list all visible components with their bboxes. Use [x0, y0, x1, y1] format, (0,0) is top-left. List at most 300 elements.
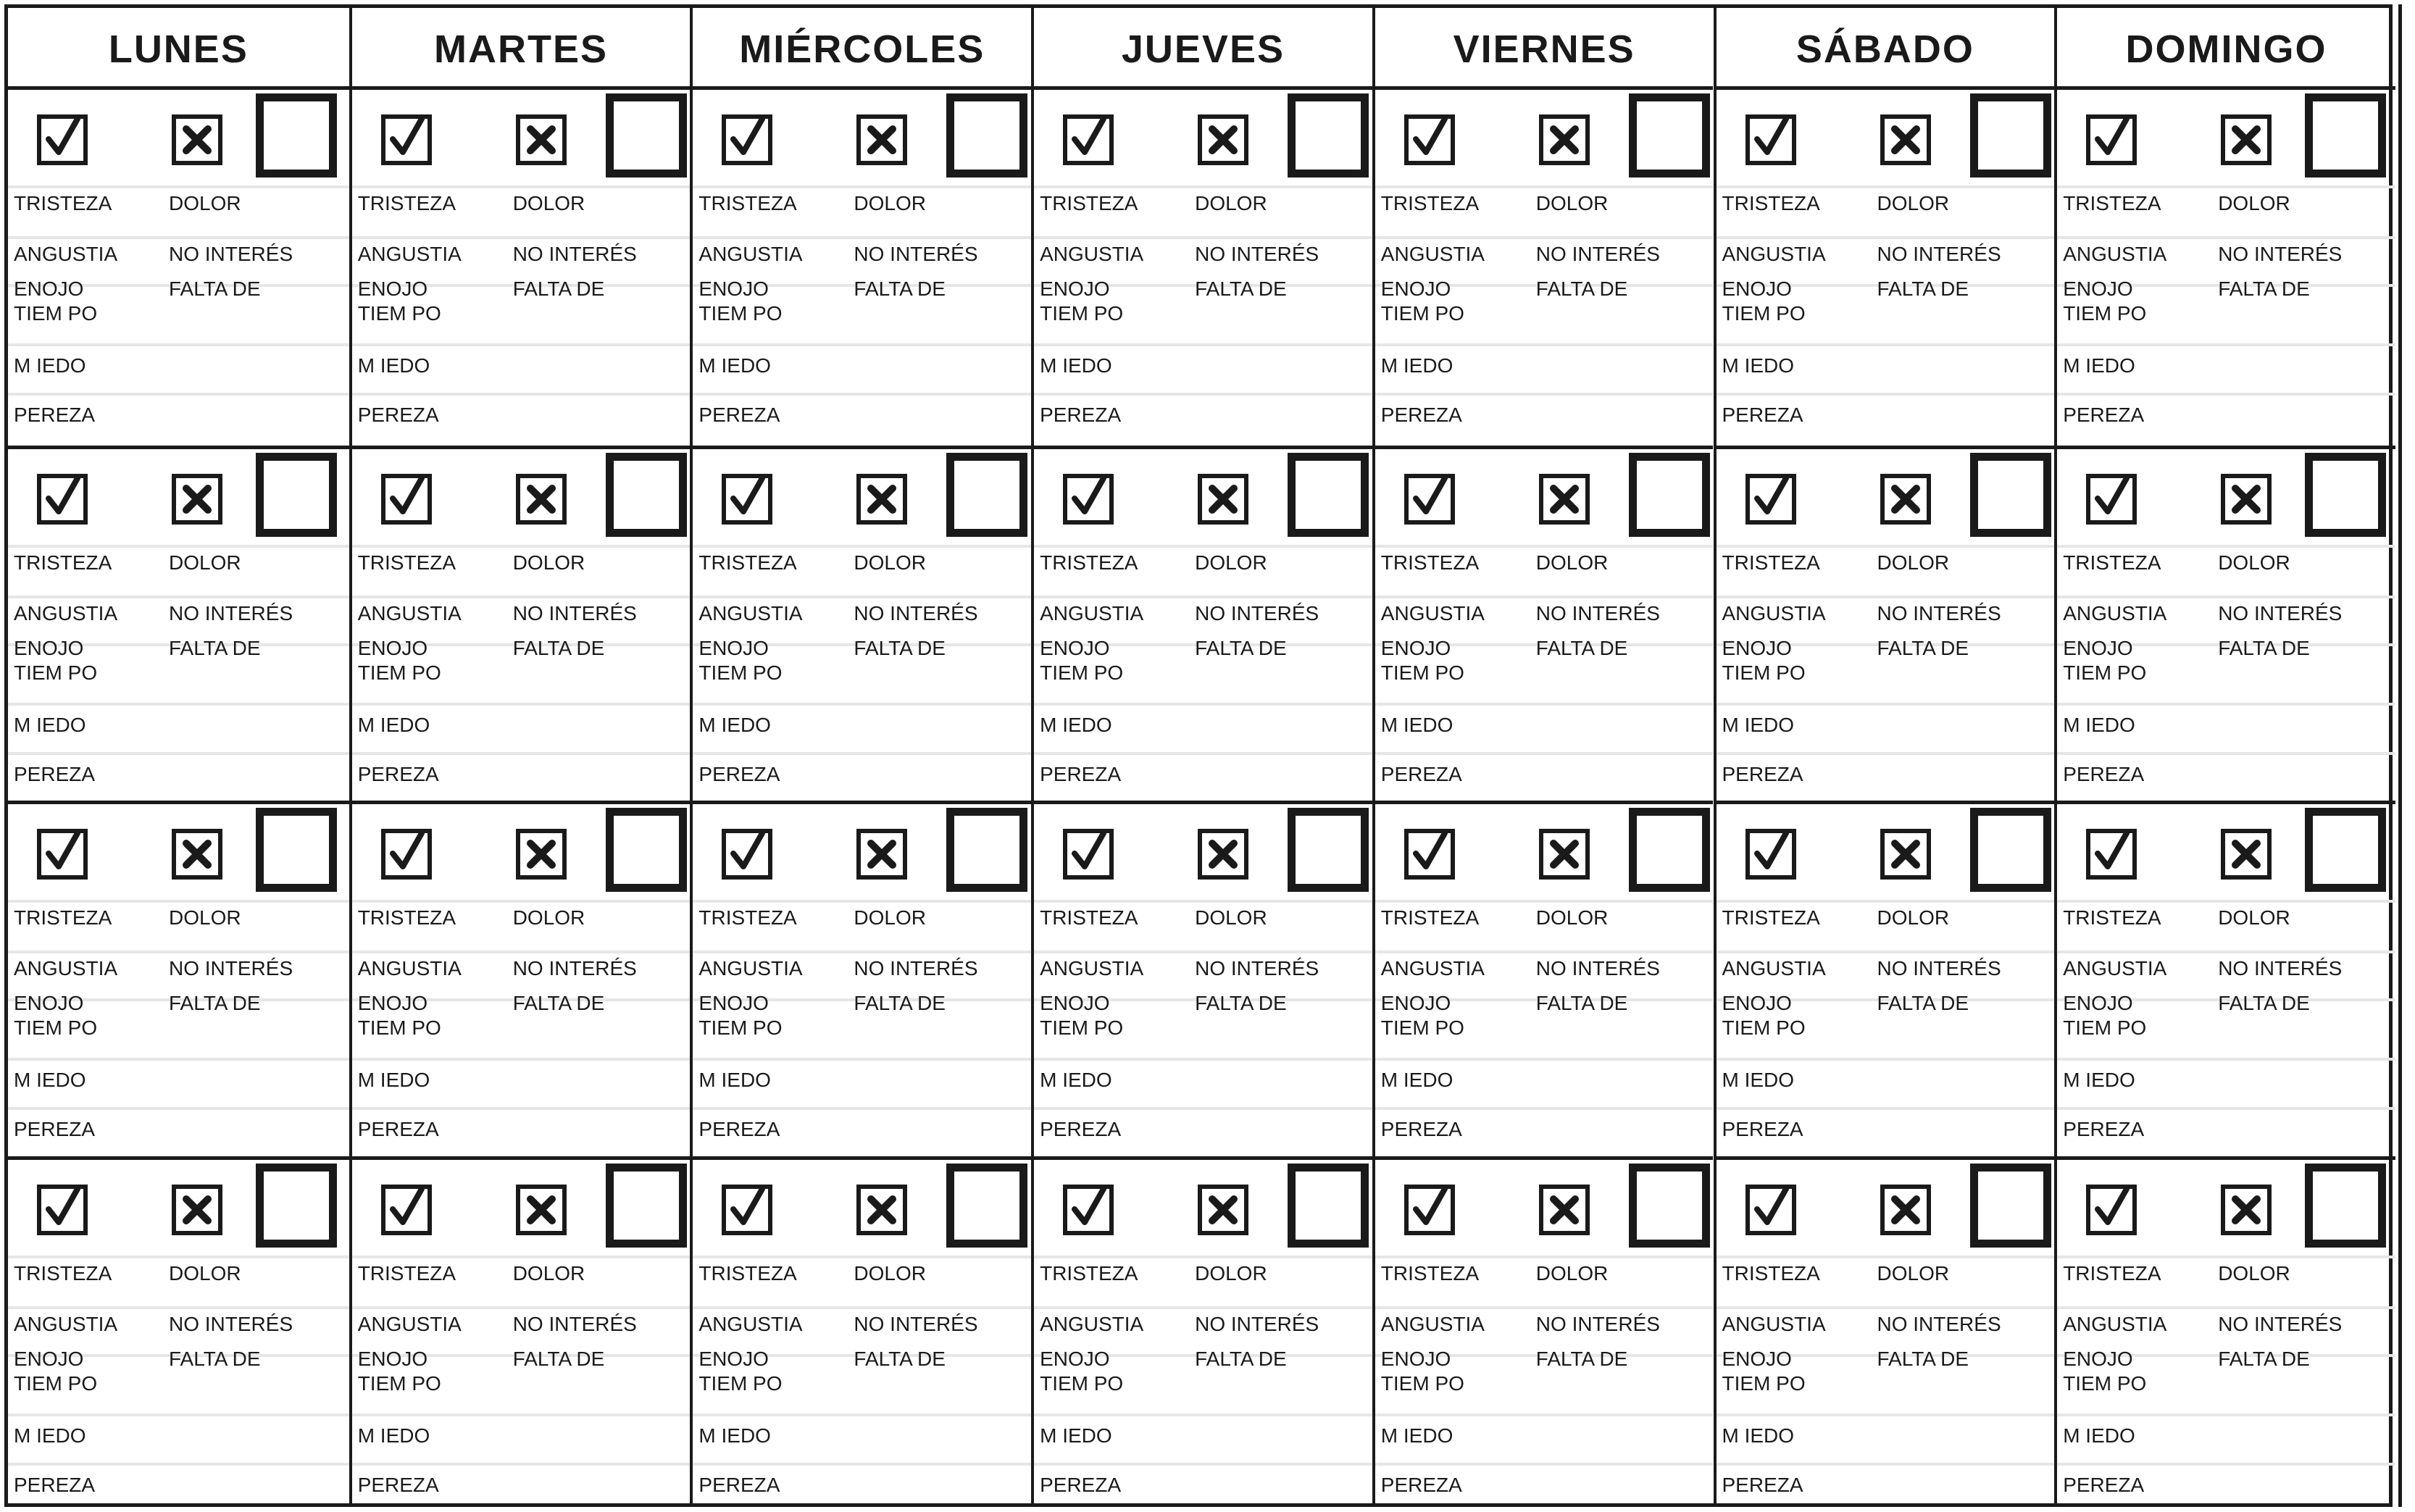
row-rule: [8, 1306, 349, 1309]
label-tristeza: TRISTEZA: [14, 906, 112, 929]
entry-block: [352, 801, 691, 1156]
row-rule: [8, 951, 349, 953]
label-miedo: M IEDO: [1380, 1069, 1453, 1091]
label-no-interes: NO INTERÉS: [512, 243, 637, 265]
entry-block: [2057, 446, 2395, 801]
label-tristeza: TRISTEZA: [1040, 1261, 1138, 1285]
checked-box-icon[interactable]: [37, 1185, 88, 1235]
crossed-box-icon[interactable]: [1880, 474, 1931, 525]
label-no-interes: NO INTERÉS: [854, 1312, 978, 1335]
label-dolor: DOLOR: [512, 192, 585, 214]
label-angustia: ANGUSTIA: [698, 601, 803, 625]
row-rule: [1717, 900, 2055, 903]
row-rule: [8, 703, 349, 706]
label-tiempo: TIEM PO: [698, 1016, 783, 1039]
label-enojo: ENOJO: [698, 636, 769, 659]
label-no-interes: NO INTERÉS: [1195, 1312, 1319, 1335]
row-rule: [693, 1058, 1031, 1061]
label-tristeza: TRISTEZA: [698, 192, 797, 214]
label-dolor: DOLOR: [512, 551, 585, 574]
label-falta-de: FALTA DE: [1195, 636, 1287, 659]
crossed-box-icon[interactable]: [1198, 1185, 1248, 1235]
label-pereza: PEREZA: [2063, 762, 2145, 785]
label-falta-de: FALTA DE: [1535, 277, 1628, 300]
label-dolor: DOLOR: [854, 551, 926, 574]
entry-block: [352, 90, 691, 446]
row-rule: [1717, 343, 2055, 346]
label-pereza: PEREZA: [2063, 404, 2145, 426]
empty-box-icon[interactable]: [2305, 1164, 2386, 1248]
empty-box-icon[interactable]: [1970, 453, 2051, 537]
label-tristeza: TRISTEZA: [14, 1261, 112, 1285]
empty-box-icon[interactable]: [1288, 93, 1369, 177]
row-rule: [1717, 1463, 2055, 1466]
label-enojo: ENOJO: [1040, 636, 1110, 659]
checked-box-icon[interactable]: [2086, 474, 2137, 525]
crossed-box-icon[interactable]: [172, 1185, 222, 1235]
label-dolor: DOLOR: [169, 192, 241, 214]
label-tiempo: TIEM PO: [1380, 1371, 1464, 1395]
label-pereza: PEREZA: [1722, 1118, 1803, 1140]
empty-box-icon[interactable]: [2305, 808, 2386, 892]
entry-block: [8, 90, 349, 446]
day-column-4: [1372, 8, 1714, 1503]
label-tiempo: TIEM PO: [1040, 1016, 1124, 1039]
crossed-box-icon[interactable]: [516, 114, 567, 165]
checked-box-icon[interactable]: [1063, 474, 1114, 525]
label-pereza: PEREZA: [14, 1118, 96, 1140]
label-falta-de: FALTA DE: [1535, 636, 1628, 659]
label-falta-de: FALTA DE: [854, 636, 946, 659]
label-dolor: DOLOR: [1195, 192, 1267, 214]
row-rule: [1034, 1107, 1372, 1110]
label-angustia: ANGUSTIA: [2063, 601, 2167, 625]
label-enojo: ENOJO: [1722, 636, 1792, 659]
row-rule: [2057, 545, 2395, 548]
label-enojo: ENOJO: [2063, 277, 2133, 300]
row-rule: [1717, 1306, 2055, 1309]
entry-block: [693, 1156, 1031, 1512]
label-enojo: ENOJO: [14, 992, 84, 1014]
checked-box-icon[interactable]: [722, 474, 772, 525]
label-miedo: M IEDO: [1722, 713, 1795, 736]
label-no-interes: NO INTERÉS: [1195, 957, 1319, 980]
row-rule: [693, 1413, 1031, 1416]
crossed-box-icon[interactable]: [516, 1185, 567, 1235]
row-rule: [2057, 1256, 2395, 1258]
entry-block: [1375, 1156, 1714, 1512]
label-tiempo: TIEM PO: [1722, 1016, 1806, 1039]
row-rule: [693, 343, 1031, 346]
label-pereza: PEREZA: [14, 404, 96, 426]
empty-box-icon[interactable]: [606, 1164, 687, 1248]
label-no-interes: NO INTERÉS: [2218, 1312, 2343, 1335]
row-rule: [1375, 185, 1714, 188]
empty-box-icon[interactable]: [946, 93, 1027, 177]
label-falta-de: FALTA DE: [512, 992, 605, 1014]
checked-box-icon[interactable]: [381, 474, 432, 525]
label-dolor: DOLOR: [1535, 906, 1609, 929]
row-rule: [1717, 703, 2055, 706]
entry-block: [1717, 1156, 2055, 1512]
empty-box-icon[interactable]: [606, 453, 687, 537]
row-rule: [693, 951, 1031, 953]
row-rule: [2057, 1107, 2395, 1110]
label-dolor: DOLOR: [169, 1261, 241, 1285]
entry-block: [1717, 801, 2055, 1156]
label-tiempo: TIEM PO: [2063, 1016, 2147, 1039]
checked-box-icon[interactable]: [37, 829, 88, 880]
checked-box-icon[interactable]: [1404, 1185, 1455, 1235]
checked-box-icon[interactable]: [722, 829, 772, 880]
label-dolor: DOLOR: [1195, 1261, 1267, 1285]
entry-block: [8, 801, 349, 1156]
empty-box-icon[interactable]: [1288, 808, 1369, 892]
entry-block: [1717, 90, 2055, 446]
empty-box-icon[interactable]: [256, 453, 337, 537]
checked-box-icon[interactable]: [1063, 829, 1114, 880]
row-rule: [693, 703, 1031, 706]
label-angustia: ANGUSTIA: [698, 243, 803, 265]
label-enojo: ENOJO: [357, 1347, 428, 1370]
label-tristeza: TRISTEZA: [1722, 1261, 1820, 1285]
label-falta-de: FALTA DE: [1195, 992, 1287, 1014]
day-column-3: [1031, 8, 1372, 1503]
row-rule: [352, 1306, 691, 1309]
crossed-box-icon[interactable]: [2221, 474, 2272, 525]
label-miedo: M IEDO: [1040, 713, 1112, 736]
crossed-box-icon[interactable]: [856, 829, 907, 880]
row-rule: [8, 752, 349, 755]
label-tiempo: TIEM PO: [357, 1016, 441, 1039]
row-rule: [352, 1463, 691, 1466]
empty-box-icon[interactable]: [606, 808, 687, 892]
label-falta-de: FALTA DE: [1535, 1347, 1628, 1370]
label-tristeza: TRISTEZA: [1040, 192, 1138, 214]
row-rule: [693, 752, 1031, 755]
label-falta-de: FALTA DE: [854, 1347, 946, 1370]
empty-box-icon[interactable]: [946, 1164, 1027, 1248]
day-header: DOMINGO: [2057, 8, 2395, 90]
label-tiempo: TIEM PO: [1380, 1016, 1464, 1039]
label-enojo: ENOJO: [698, 277, 769, 300]
label-enojo: ENOJO: [1040, 1347, 1110, 1370]
crossed-box-icon[interactable]: [856, 474, 907, 525]
label-enojo: ENOJO: [2063, 636, 2133, 659]
label-no-interes: NO INTERÉS: [1877, 1312, 2001, 1335]
label-no-interes: NO INTERÉS: [854, 957, 978, 980]
checked-box-icon[interactable]: [1404, 114, 1455, 165]
row-rule: [1034, 1463, 1372, 1466]
label-no-interes: NO INTERÉS: [169, 601, 293, 625]
entry-block: [2057, 1156, 2395, 1512]
label-enojo: ENOJO: [1380, 636, 1451, 659]
label-no-interes: NO INTERÉS: [1195, 601, 1319, 625]
label-no-interes: NO INTERÉS: [1877, 957, 2001, 980]
crossed-box-icon[interactable]: [2221, 1185, 2272, 1235]
weekly-emotion-tracker-sheet: [4, 4, 2393, 1507]
day-column-1: [349, 8, 691, 1503]
entry-block: [1034, 90, 1372, 446]
entry-block: [2057, 90, 2395, 446]
row-rule: [352, 752, 691, 755]
label-angustia: ANGUSTIA: [1040, 1312, 1144, 1335]
label-pereza: PEREZA: [14, 1473, 96, 1496]
label-angustia: ANGUSTIA: [1040, 243, 1144, 265]
empty-box-icon[interactable]: [1970, 808, 2051, 892]
label-pereza: PEREZA: [698, 1118, 780, 1140]
row-rule: [352, 900, 691, 903]
label-miedo: M IEDO: [2063, 1069, 2135, 1091]
checked-box-icon[interactable]: [37, 114, 88, 165]
label-miedo: M IEDO: [357, 713, 430, 736]
checked-box-icon[interactable]: [37, 474, 88, 525]
label-no-interes: NO INTERÉS: [512, 1312, 637, 1335]
row-rule: [1717, 393, 2055, 396]
day-column-6: [2054, 8, 2395, 1503]
row-rule: [8, 596, 349, 598]
empty-box-icon[interactable]: [256, 808, 337, 892]
label-miedo: M IEDO: [14, 713, 86, 736]
row-rule: [2057, 1306, 2395, 1309]
crossed-box-icon[interactable]: [1198, 829, 1248, 880]
label-tristeza: TRISTEZA: [1722, 192, 1820, 214]
label-enojo: ENOJO: [1722, 992, 1792, 1014]
label-angustia: ANGUSTIA: [14, 243, 118, 265]
crossed-box-icon[interactable]: [172, 829, 222, 880]
row-rule: [1375, 1306, 1714, 1309]
checked-box-icon[interactable]: [381, 1185, 432, 1235]
empty-box-icon[interactable]: [1288, 453, 1369, 537]
label-tiempo: TIEM PO: [357, 661, 441, 684]
label-falta-de: FALTA DE: [2218, 636, 2310, 659]
label-tiempo: TIEM PO: [14, 302, 98, 325]
label-miedo: M IEDO: [698, 354, 771, 377]
label-miedo: M IEDO: [1722, 1424, 1795, 1447]
crossed-box-icon[interactable]: [172, 114, 222, 165]
label-enojo: ENOJO: [1380, 1347, 1451, 1370]
label-angustia: ANGUSTIA: [698, 1312, 803, 1335]
row-rule: [1375, 1058, 1714, 1061]
label-falta-de: FALTA DE: [854, 992, 946, 1014]
label-falta-de: FALTA DE: [512, 277, 605, 300]
label-angustia: ANGUSTIA: [1380, 957, 1485, 980]
row-rule: [1034, 900, 1372, 903]
row-rule: [352, 1413, 691, 1416]
row-rule: [1375, 545, 1714, 548]
entry-block: [1034, 801, 1372, 1156]
label-tiempo: TIEM PO: [14, 661, 98, 684]
row-rule: [8, 900, 349, 903]
empty-box-icon[interactable]: [256, 1164, 337, 1248]
label-no-interes: NO INTERÉS: [1535, 1312, 1660, 1335]
label-pereza: PEREZA: [1380, 1118, 1462, 1140]
label-angustia: ANGUSTIA: [1380, 1312, 1485, 1335]
row-rule: [2057, 752, 2395, 755]
label-no-interes: NO INTERÉS: [512, 601, 637, 625]
entry-block: [1375, 90, 1714, 446]
label-tiempo: TIEM PO: [1380, 302, 1464, 325]
checked-box-icon[interactable]: [1063, 1185, 1114, 1235]
crossed-box-icon[interactable]: [2221, 829, 2272, 880]
label-angustia: ANGUSTIA: [1722, 1312, 1826, 1335]
label-falta-de: FALTA DE: [1877, 992, 1969, 1014]
row-rule: [2057, 236, 2395, 239]
label-tiempo: TIEM PO: [14, 1016, 98, 1039]
label-angustia: ANGUSTIA: [357, 957, 462, 980]
empty-box-icon[interactable]: [256, 93, 337, 177]
label-pereza: PEREZA: [698, 762, 780, 785]
label-enojo: ENOJO: [698, 992, 769, 1014]
checked-box-icon[interactable]: [2086, 829, 2137, 880]
entry-block: [693, 446, 1031, 801]
crossed-box-icon[interactable]: [2221, 114, 2272, 165]
row-rule: [1034, 236, 1372, 239]
row-rule: [1717, 1256, 2055, 1258]
label-enojo: ENOJO: [2063, 992, 2133, 1014]
label-pereza: PEREZA: [698, 1473, 780, 1496]
crossed-box-icon[interactable]: [1198, 474, 1248, 525]
empty-box-icon[interactable]: [2305, 93, 2386, 177]
empty-box-icon[interactable]: [946, 808, 1027, 892]
label-tristeza: TRISTEZA: [1380, 906, 1480, 929]
entry-block: [1375, 801, 1714, 1156]
label-angustia: ANGUSTIA: [698, 957, 803, 980]
checked-box-icon[interactable]: [381, 114, 432, 165]
crossed-box-icon[interactable]: [1539, 114, 1590, 165]
checked-box-icon[interactable]: [381, 829, 432, 880]
label-tristeza: TRISTEZA: [1040, 551, 1138, 574]
label-tiempo: TIEM PO: [1722, 661, 1806, 684]
row-rule: [352, 393, 691, 396]
row-rule: [1375, 343, 1714, 346]
label-pereza: PEREZA: [357, 762, 439, 785]
row-rule: [1034, 343, 1372, 346]
label-tristeza: TRISTEZA: [2063, 551, 2161, 574]
empty-box-icon[interactable]: [1970, 93, 2051, 177]
label-dolor: DOLOR: [1877, 1261, 1950, 1285]
empty-box-icon[interactable]: [2305, 453, 2386, 537]
checked-box-icon[interactable]: [722, 114, 772, 165]
row-rule: [1375, 900, 1714, 903]
label-miedo: M IEDO: [357, 1424, 430, 1447]
row-rule: [1375, 1107, 1714, 1110]
label-dolor: DOLOR: [1877, 906, 1950, 929]
row-rule: [352, 545, 691, 548]
day-header: JUEVES: [1034, 8, 1372, 90]
empty-box-icon[interactable]: [1629, 1164, 1710, 1248]
label-angustia: ANGUSTIA: [2063, 1312, 2167, 1335]
crossed-box-icon[interactable]: [1880, 829, 1931, 880]
label-tristeza: TRISTEZA: [2063, 192, 2161, 214]
crossed-box-icon[interactable]: [1198, 114, 1248, 165]
label-pereza: PEREZA: [1040, 1118, 1122, 1140]
crossed-box-icon[interactable]: [1880, 114, 1931, 165]
label-no-interes: NO INTERÉS: [1535, 601, 1660, 625]
label-tiempo: TIEM PO: [1040, 661, 1124, 684]
checked-box-icon[interactable]: [1745, 829, 1796, 880]
checked-box-icon[interactable]: [1745, 114, 1796, 165]
row-rule: [1375, 1256, 1714, 1258]
crossed-box-icon[interactable]: [856, 114, 907, 165]
label-tiempo: TIEM PO: [14, 1371, 98, 1395]
row-rule: [2057, 1413, 2395, 1416]
label-angustia: ANGUSTIA: [1722, 243, 1826, 265]
row-rule: [2057, 596, 2395, 598]
label-dolor: DOLOR: [1535, 192, 1609, 214]
empty-box-icon[interactable]: [1629, 93, 1710, 177]
label-angustia: ANGUSTIA: [1380, 243, 1485, 265]
empty-box-icon[interactable]: [1629, 453, 1710, 537]
row-rule: [1034, 1413, 1372, 1416]
row-rule: [352, 703, 691, 706]
checked-box-icon[interactable]: [1404, 829, 1455, 880]
label-dolor: DOLOR: [1195, 551, 1267, 574]
empty-box-icon[interactable]: [1288, 1164, 1369, 1248]
empty-box-icon[interactable]: [946, 453, 1027, 537]
label-tristeza: TRISTEZA: [357, 551, 456, 574]
checked-box-icon[interactable]: [1063, 114, 1114, 165]
entry-block: [8, 1156, 349, 1512]
row-rule: [1034, 185, 1372, 188]
label-tristeza: TRISTEZA: [1380, 551, 1480, 574]
checked-box-icon[interactable]: [2086, 1185, 2137, 1235]
row-rule: [693, 236, 1031, 239]
row-rule: [2057, 343, 2395, 346]
checked-box-icon[interactable]: [1745, 1185, 1796, 1235]
empty-box-icon[interactable]: [606, 93, 687, 177]
crossed-box-icon[interactable]: [516, 474, 567, 525]
label-no-interes: NO INTERÉS: [1535, 957, 1660, 980]
crossed-box-icon[interactable]: [1539, 1185, 1590, 1235]
label-dolor: DOLOR: [854, 1261, 926, 1285]
label-tiempo: TIEM PO: [357, 1371, 441, 1395]
label-miedo: M IEDO: [1040, 1069, 1112, 1091]
row-rule: [1717, 545, 2055, 548]
label-tiempo: TIEM PO: [1722, 302, 1806, 325]
label-tristeza: TRISTEZA: [1040, 906, 1138, 929]
row-rule: [693, 1107, 1031, 1110]
label-miedo: M IEDO: [698, 713, 771, 736]
row-rule: [1375, 703, 1714, 706]
row-rule: [352, 1107, 691, 1110]
crossed-box-icon[interactable]: [1539, 829, 1590, 880]
empty-box-icon[interactable]: [1970, 1164, 2051, 1248]
crossed-box-icon[interactable]: [516, 829, 567, 880]
checked-box-icon[interactable]: [2086, 114, 2137, 165]
checked-box-icon[interactable]: [722, 1185, 772, 1235]
crossed-box-icon[interactable]: [1880, 1185, 1931, 1235]
row-rule: [8, 545, 349, 548]
crossed-box-icon[interactable]: [1539, 474, 1590, 525]
label-tristeza: TRISTEZA: [357, 1261, 456, 1285]
row-rule: [693, 900, 1031, 903]
sheet-right-border: [2398, 4, 2402, 1507]
label-tiempo: TIEM PO: [357, 302, 441, 325]
crossed-box-icon[interactable]: [172, 474, 222, 525]
empty-box-icon[interactable]: [1629, 808, 1710, 892]
row-rule: [2057, 1463, 2395, 1466]
row-rule: [1717, 1058, 2055, 1061]
checked-box-icon[interactable]: [1745, 474, 1796, 525]
row-rule: [352, 236, 691, 239]
label-angustia: ANGUSTIA: [1040, 601, 1144, 625]
label-pereza: PEREZA: [357, 404, 439, 426]
crossed-box-icon[interactable]: [856, 1185, 907, 1235]
label-angustia: ANGUSTIA: [2063, 243, 2167, 265]
checked-box-icon[interactable]: [1404, 474, 1455, 525]
row-rule: [1375, 596, 1714, 598]
